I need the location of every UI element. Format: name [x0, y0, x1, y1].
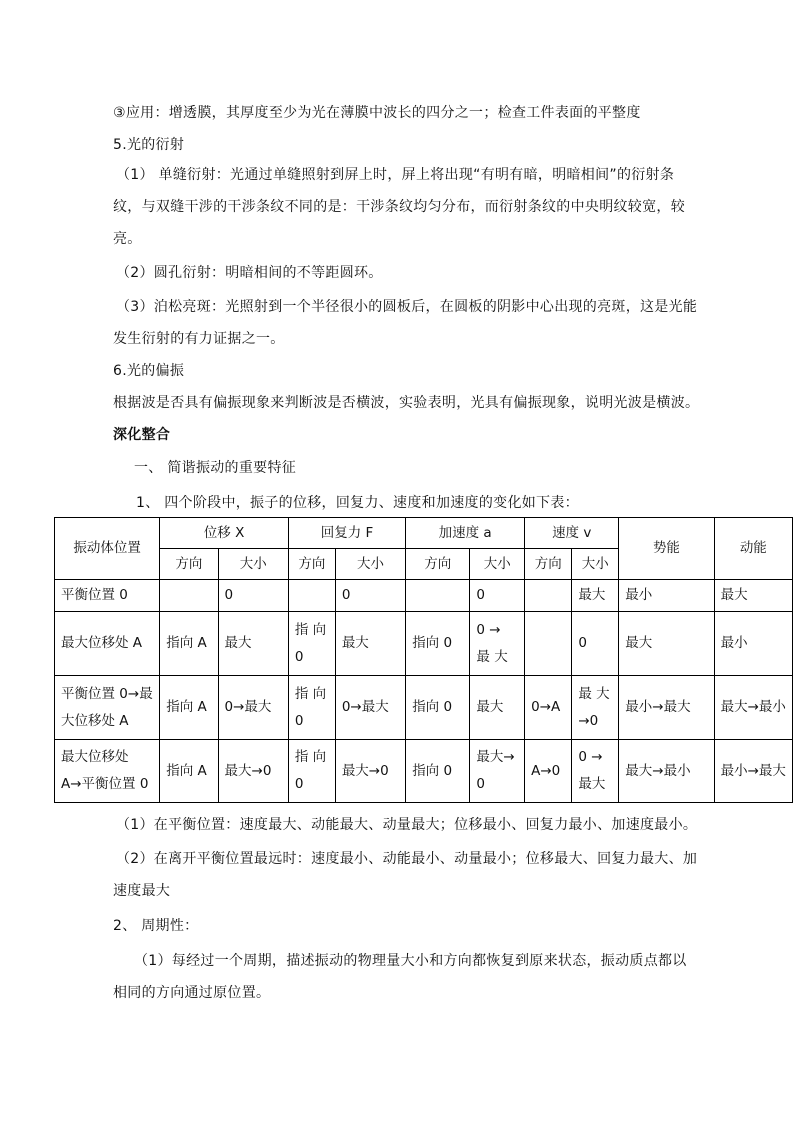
paragraph-periodicity-2: 相同的方向通过原位置。 — [113, 985, 271, 1001]
cell-velocity-magnitude: 最大 — [572, 580, 619, 612]
section-heading-diffraction: 5.光的衍射 — [113, 137, 185, 153]
cell-force-magnitude: 0→最大 — [335, 676, 405, 740]
cell-force-direction — [288, 580, 335, 612]
cell-potential-energy: 最小 — [619, 580, 714, 612]
cell-velocity-magnitude: 0 — [572, 612, 619, 676]
subheading-shm-features: 一、 简谐振动的重要特征 — [134, 460, 297, 476]
subheader-magnitude: 大小 — [218, 549, 288, 580]
cell-displacement-magnitude: 最大→0 — [218, 740, 288, 803]
cell-displacement-direction: 指向 A — [160, 740, 218, 803]
cell-kinetic-energy: 最小→最大 — [714, 740, 792, 803]
paragraph-circular-hole: （2）圆孔衍射：明暗相间的不等距圆环。 — [116, 265, 383, 281]
subheader-magnitude: 大小 — [572, 549, 619, 580]
cell-displacement-magnitude: 最大 — [218, 612, 288, 676]
header-displacement: 位移 X — [160, 518, 289, 549]
section-heading-polarization: 6.光的偏振 — [113, 363, 185, 379]
cell-force-magnitude: 0 — [335, 580, 405, 612]
row-position: 最大位移处 A — [55, 612, 160, 676]
row-position: 平衡位置 0→最大位移处 A — [55, 676, 160, 740]
cell-acceleration-direction — [406, 580, 470, 612]
cell-displacement-magnitude: 0→最大 — [218, 676, 288, 740]
subheader-direction: 方向 — [525, 549, 572, 580]
header-position: 振动体位置 — [55, 518, 160, 580]
cell-acceleration-direction: 指向 0 — [406, 612, 470, 676]
header-potential-energy: 势能 — [619, 518, 714, 580]
paragraph-max-displacement-1: （2）在离开平衡位置最远时：速度最小、动能最小、动量最小；位移最大、回复力最大、加 — [116, 851, 698, 867]
cell-velocity-direction — [525, 612, 572, 676]
row-position: 最大位移处 A→平衡位置 0 — [55, 740, 160, 803]
cell-kinetic-energy: 最大→最小 — [714, 676, 792, 740]
cell-displacement-direction — [160, 580, 218, 612]
paragraph-polarization: 根据波是否具有偏振现象来判断波是否横波，实验表明，光具有偏振现象，说明光波是横波。 — [113, 395, 700, 411]
row-position: 平衡位置 0 — [55, 580, 160, 612]
paragraph-poisson-1: （3）泊松亮斑：光照射到一个半径很小的圆板后，在圆板的阴影中心出现的亮斑，这是光能 — [116, 299, 698, 315]
paragraph-max-displacement-2: 速度最大 — [113, 883, 171, 899]
shm-table — [54, 517, 793, 803]
cell-acceleration-magnitude: 最大 — [470, 676, 525, 740]
subheading-periodicity: 2、 周期性： — [113, 918, 199, 934]
cell-force-direction: 指 向 0 — [288, 612, 335, 676]
cell-displacement-direction: 指向 A — [160, 676, 218, 740]
cell-velocity-direction: A→0 — [525, 740, 572, 803]
header-acceleration: 加速度 a — [406, 518, 525, 549]
cell-potential-energy: 最小→最大 — [619, 676, 714, 740]
cell-potential-energy: 最大→最小 — [619, 740, 714, 803]
paragraph-poisson-2: 发生衍射的有力证据之一。 — [113, 331, 285, 347]
cell-velocity-magnitude: 0 → 最大 — [572, 740, 619, 803]
subheader-direction: 方向 — [288, 549, 335, 580]
table-row — [55, 676, 793, 740]
subheader-direction: 方向 — [160, 549, 218, 580]
subheader-magnitude: 大小 — [335, 549, 405, 580]
paragraph-application: ③应用：增透膜，其厚度至少为光在薄膜中波长的四分之一；检查工件表面的平整度 — [113, 105, 641, 121]
cell-velocity-magnitude: 最 大 →0 — [572, 676, 619, 740]
cell-velocity-direction: 0→A — [525, 676, 572, 740]
paragraph-periodicity-1: （1）每经过一个周期，描述振动的物理量大小和方向都恢复到原来状态，振动质点都以 — [134, 953, 687, 969]
subheader-direction: 方向 — [406, 549, 470, 580]
paragraph-single-slit-2: 纹，与双缝干涉的干涉条纹不同的是：干涉条纹均匀分布，而衍射条纹的中央明纹较宽，较 — [113, 199, 685, 215]
table-row — [55, 740, 793, 803]
table-row — [55, 580, 793, 612]
paragraph-equilibrium: （1）在平衡位置：速度最大、动能最大、动量最大；位移最小、回复力最小、加速度最小。 — [116, 817, 698, 833]
cell-force-magnitude: 最大→0 — [335, 740, 405, 803]
cell-acceleration-magnitude: 0 — [470, 580, 525, 612]
cell-displacement-magnitude: 0 — [218, 580, 288, 612]
section-heading-deepen: 深化整合 — [113, 427, 171, 443]
paragraph-single-slit-1: （1） 单缝衍射：光通过单缝照射到屏上时，屏上将出现“有明有暗，明暗相间”的衍射条 — [116, 167, 675, 183]
cell-kinetic-energy: 最小 — [714, 612, 792, 676]
cell-kinetic-energy: 最大 — [714, 580, 792, 612]
cell-force-magnitude: 最大 — [335, 612, 405, 676]
cell-acceleration-magnitude: 最大→ 0 — [470, 740, 525, 803]
header-kinetic-energy: 动能 — [714, 518, 792, 580]
header-velocity: 速度 v — [525, 518, 619, 549]
cell-force-direction: 指 向 0 — [288, 676, 335, 740]
cell-velocity-direction — [525, 580, 572, 612]
table-intro: 1、 四个阶段中，振子的位移，回复力、速度和加速度的变化如下表： — [136, 495, 579, 511]
cell-acceleration-magnitude: 0 → 最 大 — [470, 612, 525, 676]
cell-acceleration-direction: 指向 0 — [406, 740, 470, 803]
table-row — [55, 612, 793, 676]
header-restoring-force: 回复力 F — [288, 518, 405, 549]
cell-force-direction: 指 向 0 — [288, 740, 335, 803]
paragraph-single-slit-3: 亮。 — [113, 231, 142, 247]
cell-potential-energy: 最大 — [619, 612, 714, 676]
subheader-magnitude: 大小 — [470, 549, 525, 580]
cell-displacement-direction: 指向 A — [160, 612, 218, 676]
cell-acceleration-direction: 指向 0 — [406, 676, 470, 740]
